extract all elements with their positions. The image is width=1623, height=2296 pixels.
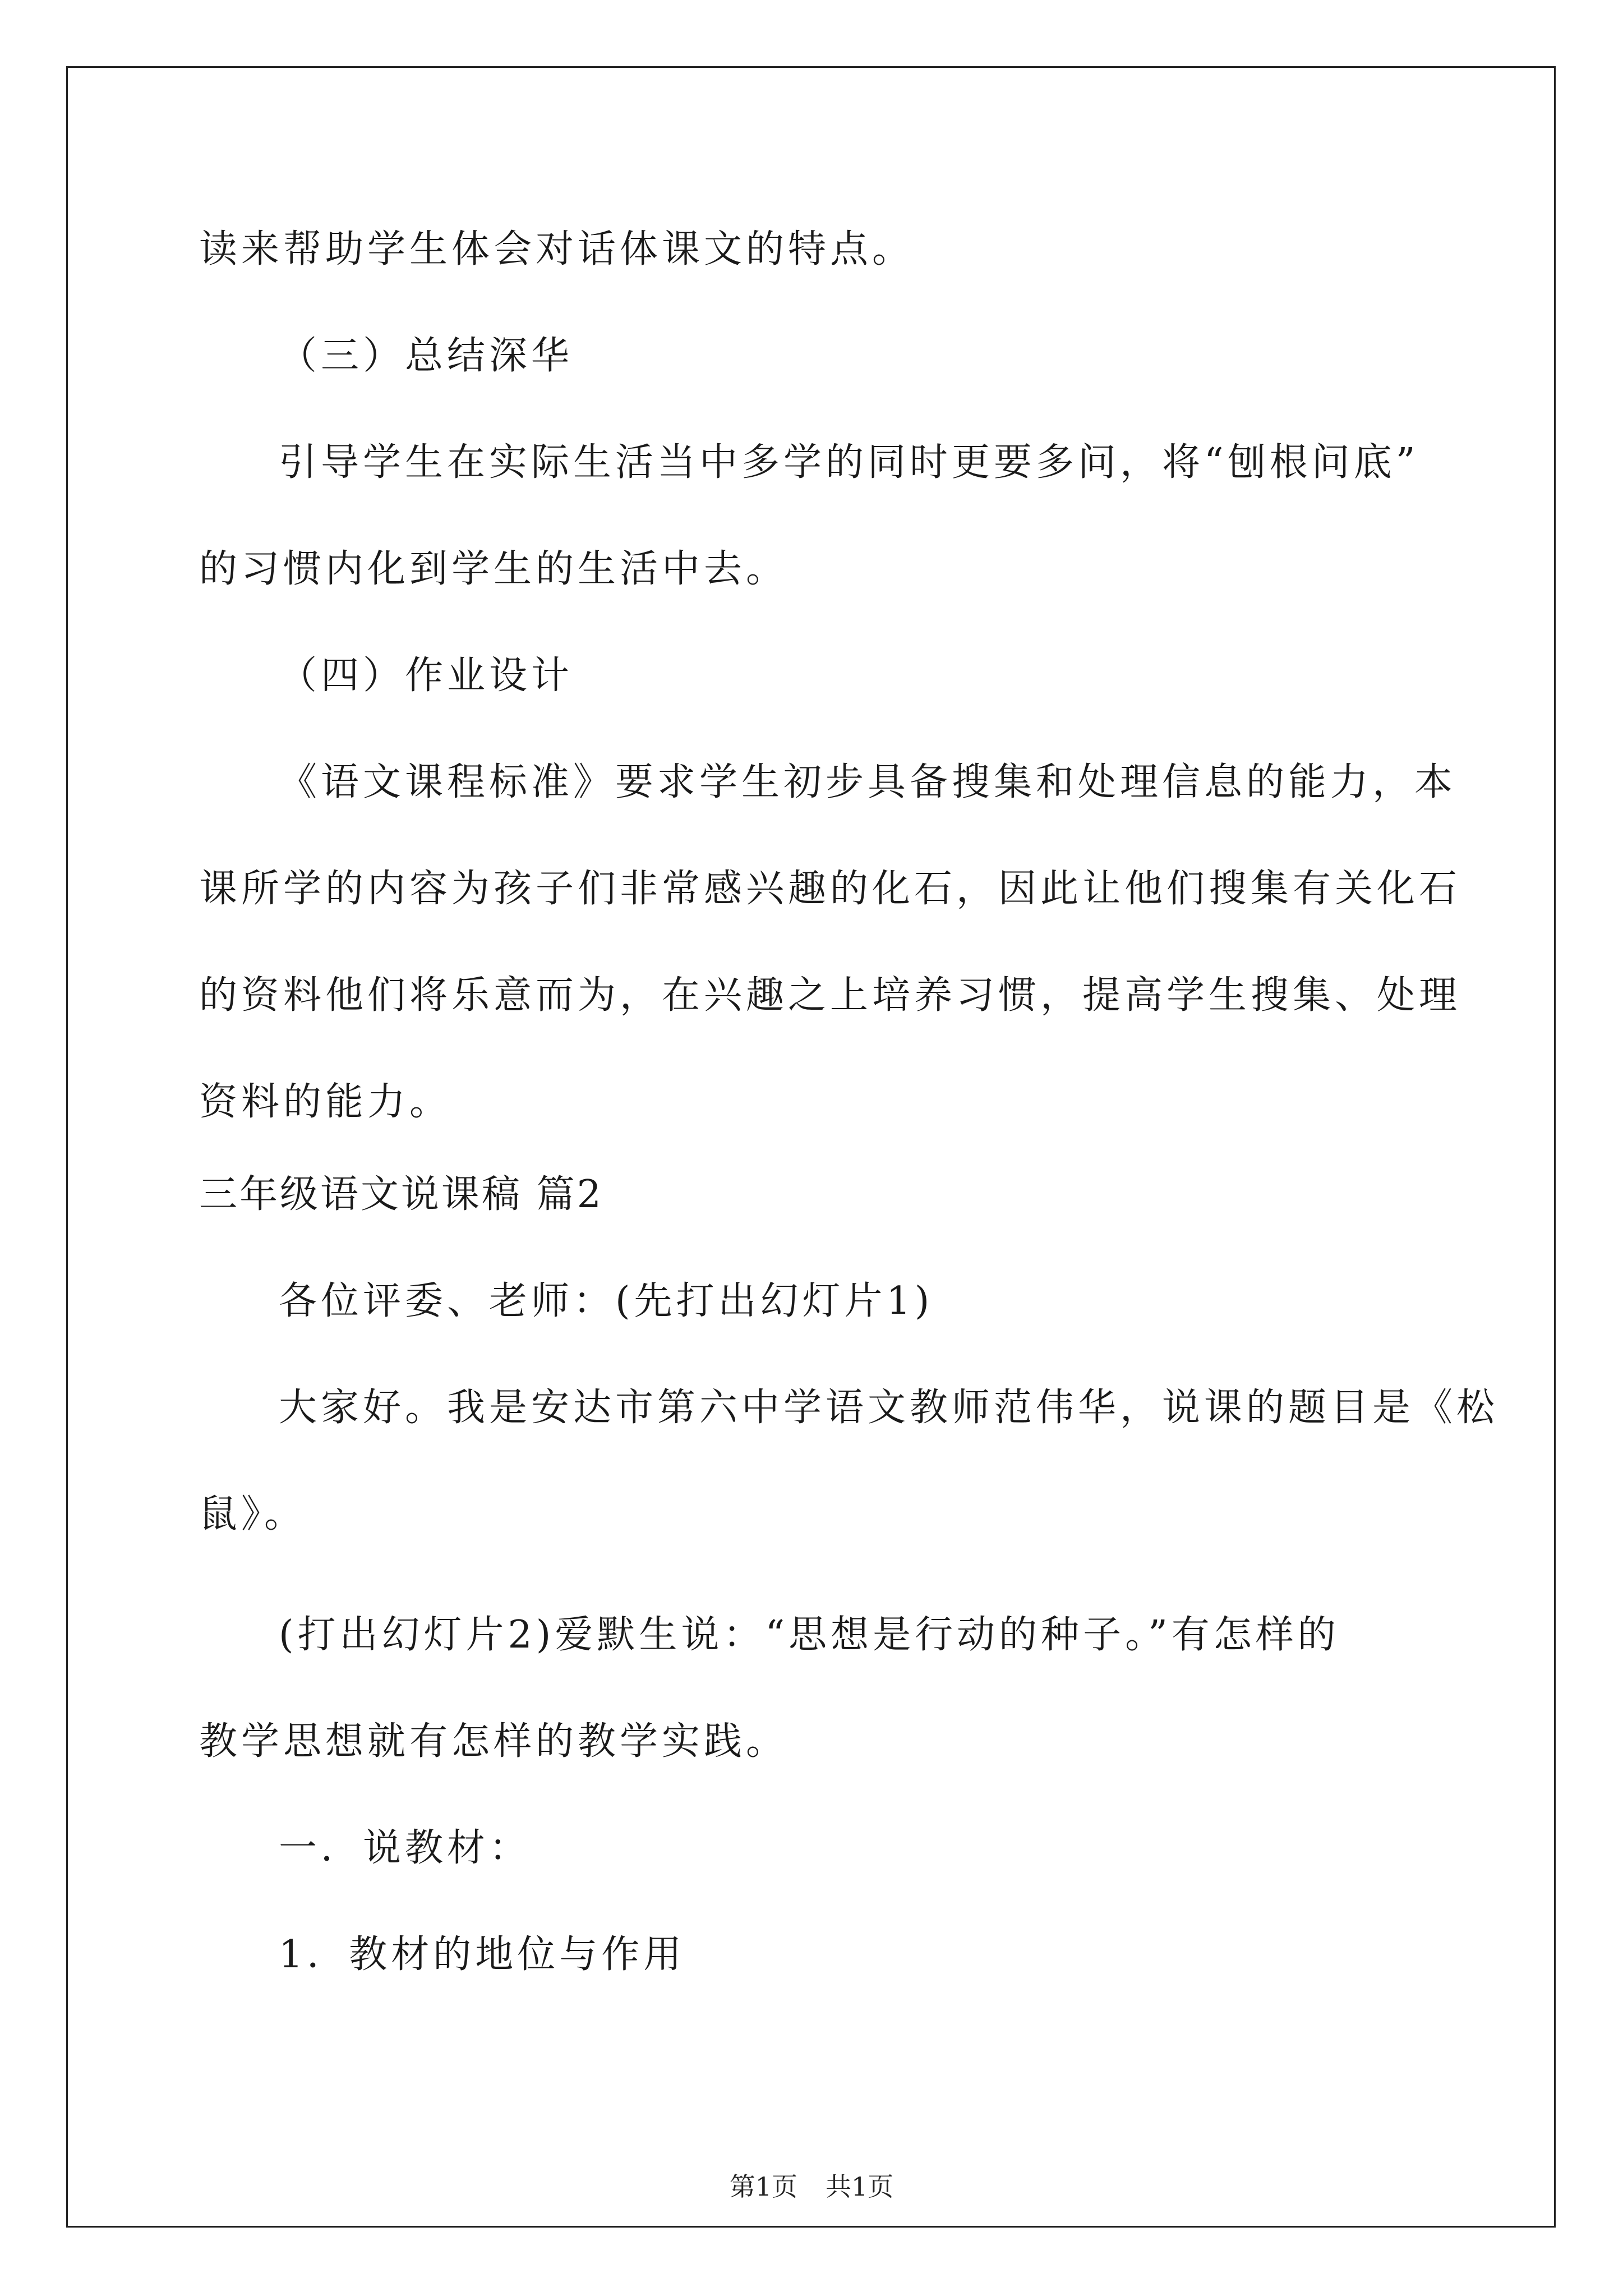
paragraph-line: 《语文课程标准》要求学生初步具备搜集和处理信息的能力，本	[279, 760, 1457, 804]
paragraph-line: (打出幻灯片2)爱默生说：“思想是行动的种子。”有怎样的	[279, 1613, 1340, 1657]
paragraph-line: 引导学生在实际生活当中多学的同时更要多问，将“刨根问底”	[279, 440, 1419, 485]
paragraph-line: 的资料他们将乐意而为，在兴趣之上培养习惯，提高学生搜集、处理	[199, 973, 1461, 1018]
subsection-heading: 1．教材的地位与作用	[279, 1932, 686, 1977]
page-total: 共1页	[826, 2171, 894, 2202]
section-heading: 一．说教材：	[279, 1826, 532, 1870]
page-number: 第1页	[729, 2171, 797, 2202]
section-heading: （四）作业设计	[279, 654, 574, 698]
paragraph-line: 大家好。我是安达市第六中学语文教师范伟华，说课的题目是《松	[279, 1386, 1499, 1430]
paragraph-line: 的习惯内化到学生的生活中去。	[199, 547, 789, 591]
paragraph-line: 读来帮助学生体会对话体课文的特点。	[199, 227, 915, 272]
page-border	[66, 66, 1556, 2228]
paragraph-line: 教学思想就有怎样的教学实践。	[199, 1719, 789, 1764]
paragraph-line: 鼠》。	[199, 1492, 307, 1536]
paragraph-line: 资料的能力。	[199, 1080, 452, 1124]
article-title: 三年级语文说课稿 篇2	[199, 1172, 603, 1217]
paragraph-line: 各位评委、老师：(先打出幻灯片1)	[279, 1279, 934, 1323]
section-heading: （三）总结深华	[279, 334, 574, 378]
paragraph-line: 课所学的内容为孩子们非常感兴趣的化石，因此让他们搜集有关化石	[199, 867, 1461, 911]
page-footer	[0, 2170, 1623, 2203]
